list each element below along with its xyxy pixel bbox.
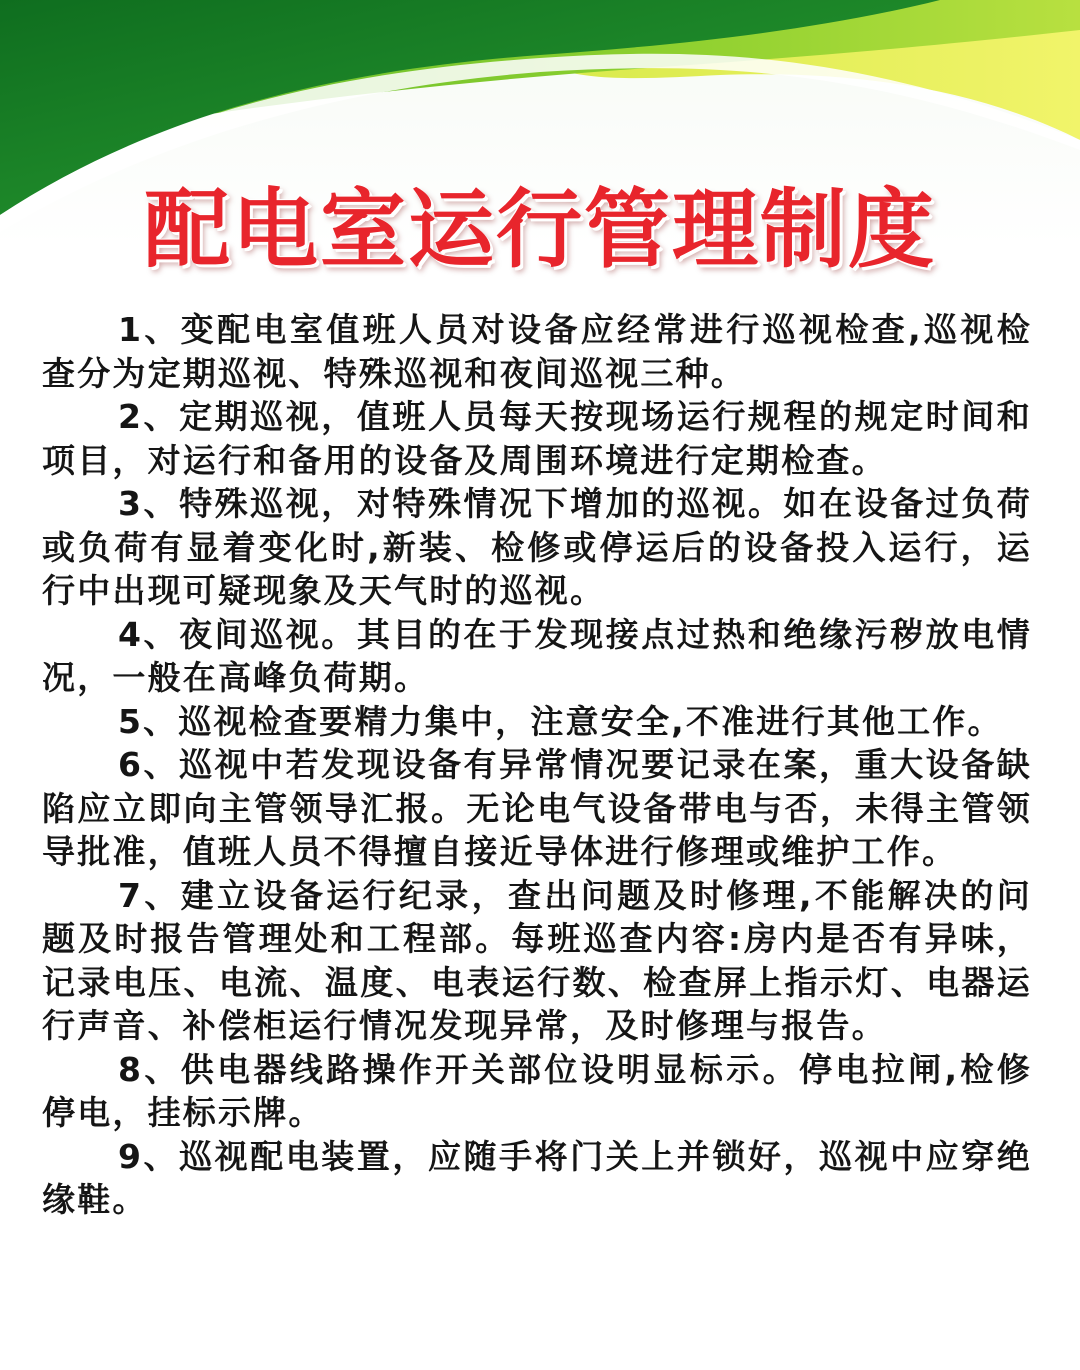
rule-item: 3、特殊巡视，对特殊情况下增加的巡视。如在设备过负荷或负荷有显着变化时,新装、检修或停运后的设备投入运行，运行中出现可疑现象及天气时的巡视。 [42, 484, 1032, 610]
rule-item: 4、夜间巡视。其目的在于发现接点过热和绝缘污秽放电情况，一般在高峰负荷期。 [42, 614, 1032, 697]
rule-item: 2、定期巡视，值班人员每天按现场运行规程的规定时间和项目，对运行和备用的设备及周围环境进行定期检查。 [42, 397, 1032, 480]
rule-item: 7、建立设备运行纪录，查出问题及时修理,不能解决的问题及时报告管理处和工程部。每班巡查内容:房内是否有异味，记录电压、电流、温度、电表运行数、检查屏上指示灯、电器运行声音、补偿柜运行情况发现异常，及时修理与报告。 [42, 875, 1032, 1045]
rule-item: 8、供电器线路操作开关部位设明显标示。停电拉闸,检修停电，挂标示牌。 [42, 1049, 1032, 1132]
page-title: 配电室运行管理制度 [144, 180, 936, 280]
rule-item: 5、巡视检查要精力集中，注意安全,不准进行其他工作。 [118, 701, 1003, 741]
rule-item: 1、变配电室值班人员对设备应经常进行巡视检查,巡视检查分为定期巡视、特殊巡视和夜间巡视三种。 [42, 310, 1032, 393]
rules-list [42, 308, 1032, 1222]
rule-item: 9、巡视配电装置，应随手将门关上并锁好，巡视中应穿绝缘鞋。 [42, 1136, 1032, 1219]
rule-item: 6、巡视中若发现设备有异常情况要记录在案，重大设备缺陷应立即向主管领导汇报。无论电气设备带电与否，未得主管领导批准，值班人员不得擅自接近导体进行修理或维护工作。 [42, 745, 1032, 871]
